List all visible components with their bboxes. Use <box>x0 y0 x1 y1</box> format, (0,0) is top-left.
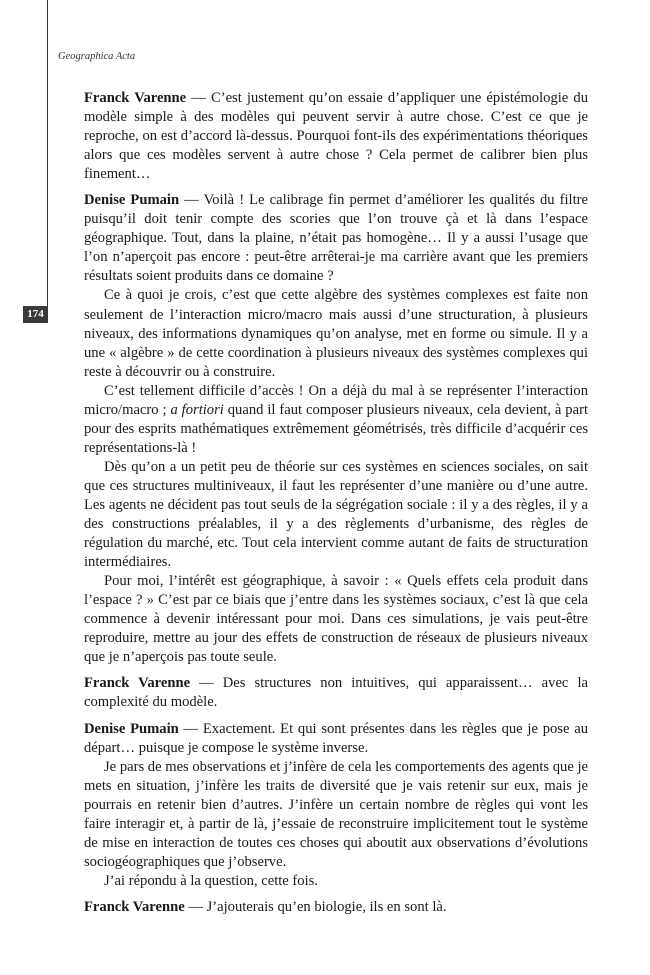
running-head: Geographica Acta <box>58 51 136 62</box>
speaker-name: Franck Varenne <box>84 90 187 106</box>
body-paragraph: J’ai répondu à la question, cette fois. <box>104 872 318 889</box>
turn-paragraph <box>84 898 588 917</box>
turn-text: — Exactement. Et qui sont présentes dans les règles que je pose au départ… puisque je compose le système inverse. <box>84 720 588 756</box>
page-number: 174 <box>23 306 48 323</box>
turn-paragraph <box>84 720 588 758</box>
speaker-name: Denise Pumain <box>84 192 180 209</box>
interview-text <box>84 89 588 917</box>
body-paragraph: Je pars de mes observations et j’infère de cela les comportements des agents que je mets en situation, j’infère les traits de diversité que je vais retenir sur eux, mais je pourrais en retenir bien d’autres. J’infère un certain nombre de règles qui vont les faire interagir et, à partir de là, j’essaie de reconstruire implicitement tout le système de mise en interaction de toutes ces choses qui aboutit aux observations d’évolutions sociogéographiques que j’observe. <box>84 758 588 870</box>
speaker-name: Franck Varenne <box>84 675 191 692</box>
margin-rule <box>47 0 48 320</box>
speaker-name: Denise Pumain <box>84 720 179 737</box>
turn-paragraph <box>84 191 588 286</box>
turn-text: — Des structures non intuitives, qui apparaissent… avec la complexité du modèle. <box>84 675 588 711</box>
body-paragraph: Pour moi, l’intérêt est géographique, à savoir : « Quels effets cela produit dans l’espace ? » C’est par ce biais que j’entre dans les systèmes sociaux, c’est là que cela commence à devenir intéressant pour moi. Dans ces simulations, je vais peut-être reproduire, mettre au jour des effets de construction de réseaux de plusieurs niveaux que je n’aperçois pas toute seule. <box>84 573 588 666</box>
turn-paragraph <box>84 674 588 712</box>
speaker-name: Franck Varenne <box>84 898 185 915</box>
text-run: C’est tellement difficile d’accès ! On a déjà du mal à se représenter l’interaction micro/macro ; <box>84 382 588 418</box>
body-paragraph: Ce à quoi je crois, c’est que cette algèbre des systèmes complexes est faite non seulement de l’interaction micro/macro mais aussi d’une structuration, à plusieurs niveaux, des informations dynamiques qu’on analyse, met en forme ou simule. Il y a une « algèbre » de cette coordination à plusieurs niveaux des systèmes complexes qui reste à découvrir ou à construire. <box>84 287 588 380</box>
turn-paragraph <box>84 89 588 184</box>
body-paragraph: Dès qu’on a un petit peu de théorie sur ces systèmes en sciences sociales, on sait que ces structures multiniveaux, il faut les représenter d’une manière ou d’une autre. Les agents ne décident pas tout seuls de la ségrégation sociale : il y a des règles, il y a des constructions préalables, il y a des règlements d’urbanisme, des règles de régulation du marché, etc. Tout cela intervient comme autant de faits de structuration intermédiaires. <box>84 458 588 571</box>
turn-text: — Voilà ! Le calibrage fin permet d’améliorer les qualités du filtre puisqu’il doit tenir compte des scories que l’on trouve çà et là dans l’espace géographique. Tout, dans la plaine, n’était pas homogène… Il y a aussi l’usage que l’on n’aperçoit pas encore : peut-être arrêterai-je ma carrière avant que les premiers résultats soient produits dans ce domaine ? <box>84 192 589 285</box>
italic-phrase: a fortiori <box>170 401 224 418</box>
turn-text: — C’est justement qu’on essaie d’appliquer une épistémologie du modèle simple à des modèles qui peuvent servir à autre chose. C’est ce que je reproche, on est d’accord là-dessus. Pourquoi font-ils des expérimentations théoriques alors que ces modèles servent à autre chose ? Cela permet de calibrer bien plus finement… <box>84 90 588 183</box>
turn-text: — J’ajouterais qu’en biologie, ils en sont là. <box>184 898 447 915</box>
body-paragraph <box>84 382 588 458</box>
text-run: quand il faut composer plusieurs niveaux, cela devient, à part pour des esprits mathématiques extrêmement géométrisés, très difficile d’acquérir ces représentations-là ! <box>84 401 588 456</box>
